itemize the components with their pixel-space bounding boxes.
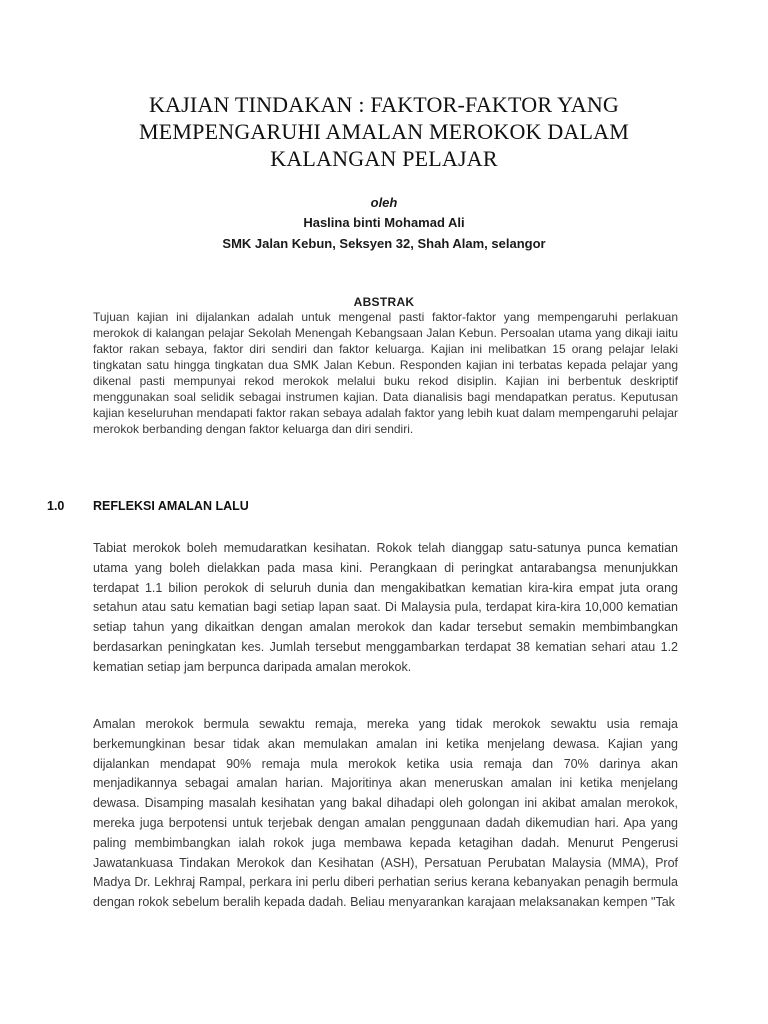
section-number: 1.0 xyxy=(47,499,65,513)
section-title: REFLEKSI AMALAN LALU xyxy=(93,499,249,513)
title-line-3: KALANGAN PELAJAR xyxy=(270,146,498,171)
body-paragraph-2: Amalan merokok bermula sewaktu remaja, mereka yang tidak merokok sewaktu usia remaja berkemungkinan besar tidak akan memulakan amalan ini ketika menjelang dewasa. Kajian yang dijalankan mendapat 90% remaja mula merokok ketika usia remaja dan 70% darinya akan menjadikannya sebagai amalan harian. Majoritinya akan meneruskan amalan ini ketika menjelang dewasa. Disamping masalah kesihatan yang bakal dihadapi oleh golongan ini akibat amalan merokok, mereka juga berpotensi untuk terjebak dengan amalan penggunaan dadah dikemudian hari. Apa yang paling membimbangkan ialah rokok juga membawa kepada ketagihan dadah. Menurut Pengerusi Jawatankuasa Tindakan Merokok dan Kesihatan (ASH), Persatuan Perubatan Malaysia (MMA), Prof Madya Dr. Lekhraj Rampal, perkara ini perlu diberi perhatian serius kerana kebanyakan penagih bermula dengan rokok sebelum beralih kepada dadah. Beliau menyarankan karajaan melaksanakan kempen "Tak xyxy=(93,717,678,910)
abstract-heading: ABSTRAK xyxy=(353,295,415,309)
title-line-2: MEMPENGARUHI AMALAN MEROKOK DALAM xyxy=(139,119,629,144)
paper-title xyxy=(60,91,708,172)
title-line-1: KAJIAN TINDAKAN : FAKTOR-FAKTOR YANG xyxy=(148,92,620,117)
abstract-text: Tujuan kajian ini dijalankan adalah untuk mengenal pasti faktor-faktor yang mempengaruhi perlakuan merokok di kalangan pelajar Sekolah Menengah Kebangsaan Jalan Kebun. Persoalan utama yang dikaji iaitu faktor rakan sebaya, faktor diri sendiri dan faktor keluarga. Kajian ini melibatkan 15 orang pelajar lelaki tingkatan satu hingga tingkatan dua SMK Jalan Kebun. Responden kajian ini terbatas kepada pelajar yang dikenal pasti mempunyai rekod merokok melalui buku rekod disiplin. Kajian ini berbentuk deskriptif menggunakan soal selidik sebagai instrumen kajian. Data dianalisis bagi mendapatkan peratus. Keputusan kajian keseluruhan mendapati faktor rakan sebaya adalah faktor yang lebih kuat dalam mempengaruhi pelajar merokok berbanding dengan faktor keluarga dan diri sendiri. xyxy=(93,310,678,436)
byline-oleh: oleh xyxy=(370,195,398,210)
author-name: Haslina binti Mohamad Ali xyxy=(303,215,465,230)
author-affiliation: SMK Jalan Kebun, Seksyen 32, Shah Alam, selangor xyxy=(222,236,546,251)
body-paragraph-1: Tabiat merokok boleh memudaratkan kesihatan. Rokok telah dianggap satu-satunya punca kematian utama yang boleh dielakkan pada masa kini. Perangkaan di peringkat antarabangsa menunjukkan terdapat 1.1 bilion perokok di seluruh dunia dan mengakibatkan kematian kira-kira empat juta orang setahun atau satu kematian bagi setiap lapan saat. Di Malaysia pula, terdapat kira-kira 10,000 kematian setiap tahun yang dikaitkan dengan amalan merokok dan kadar tersebut semakin membimbangkan berdasarkan peningkatan kes. Jumlah tersebut menggambarkan terdapat 38 kematian sehari atau 1.2 kematian setiap jam berpunca daripada amalan merokok. xyxy=(93,541,678,674)
